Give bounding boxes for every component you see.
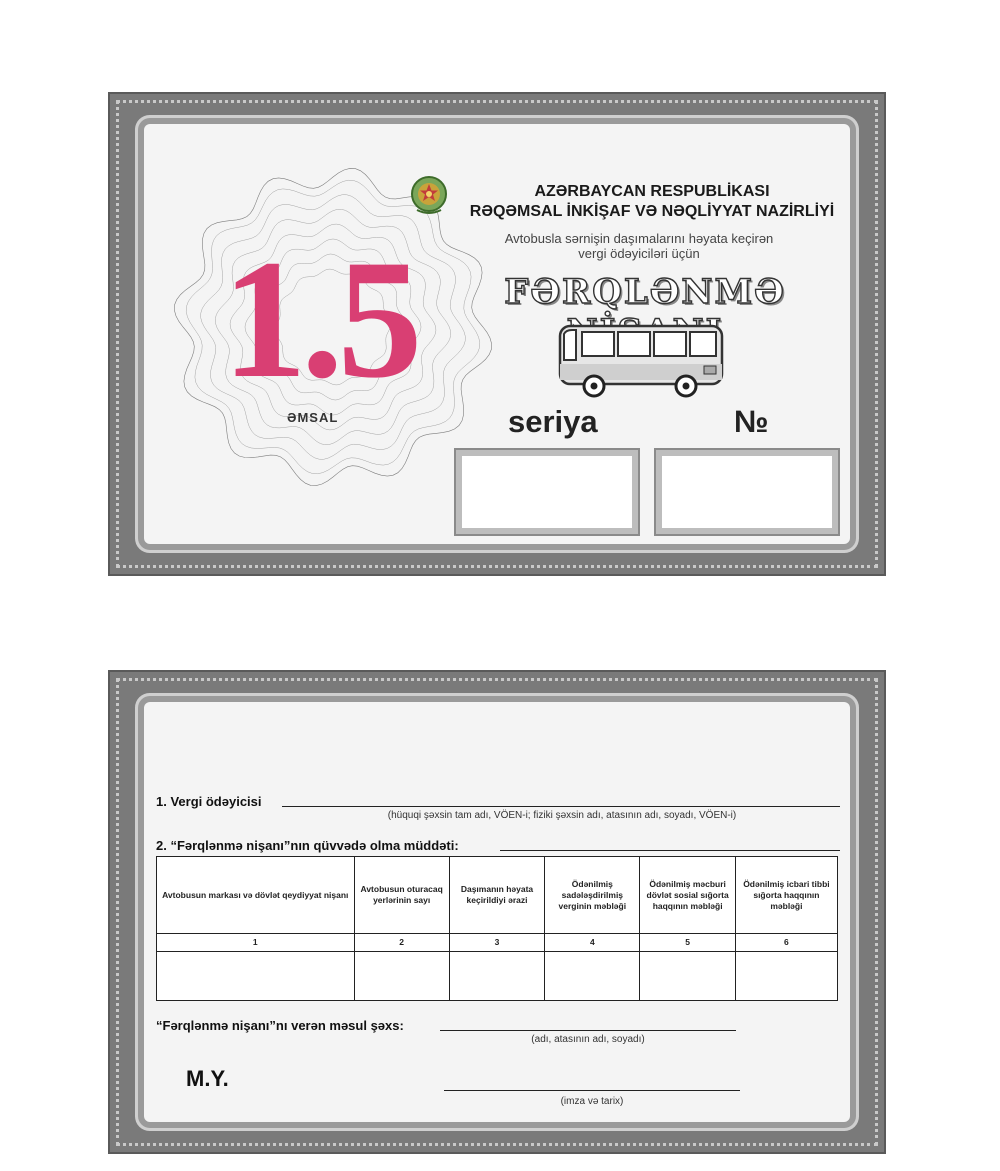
table-header: Ödənilmiş icbari tibbi sığorta haqqının məbləği xyxy=(735,857,837,934)
badge-front-card xyxy=(108,92,886,576)
table-row xyxy=(157,952,838,1001)
subtitle-line-2: vergi ödəyiciləri üçün xyxy=(578,246,700,261)
table-header-row xyxy=(157,857,838,934)
taxpayer-label: 1. Vergi ödəyicisi xyxy=(156,794,262,809)
column-number: 6 xyxy=(735,934,837,952)
ministry-name: RƏQƏMSAL İNKİŞAF VƏ NƏQLİYYAT NAZİRLİYİ xyxy=(469,203,835,220)
number-label: № xyxy=(734,404,769,439)
badge-subtitle xyxy=(474,231,804,261)
issuer-label: “Fərqlənmə nişanı”nı verən məsul şəxs: xyxy=(156,1018,404,1033)
seal-label: M.Y. xyxy=(186,1066,229,1091)
table-cell[interactable] xyxy=(545,952,640,1001)
validity-field[interactable] xyxy=(500,850,840,851)
issuer-hint: (adı, atasının adı, soyadı) xyxy=(531,1034,645,1045)
badge-title: FƏRQLƏNMƏ xyxy=(504,272,786,312)
column-number: 2 xyxy=(354,934,449,952)
table-cell[interactable] xyxy=(735,952,837,1001)
subtitle-line-1: Avtobusla sərnişin daşımalarını həyata keçirən xyxy=(504,231,774,246)
table-header: Daşımanın həyata keçirildiyi ərazi xyxy=(449,857,544,934)
signature-hint: (imza və tarix) xyxy=(560,1096,624,1107)
table-cell[interactable] xyxy=(449,952,544,1001)
table-header: Ödənilmiş məcburi dövlət sosial sığorta haqqının məbləği xyxy=(640,857,735,934)
table-cell[interactable] xyxy=(354,952,449,1001)
signature-field[interactable] xyxy=(444,1090,740,1091)
back-panel xyxy=(144,702,850,1122)
state-emblem-icon xyxy=(409,172,449,218)
column-number: 1 xyxy=(157,934,355,952)
validity-label: 2. “Fərqlənmə nişanı”nın qüvvədə olma müddəti: xyxy=(156,838,459,853)
table-cell[interactable] xyxy=(640,952,735,1001)
table-header: Avtobusun markası və dövlət qeydiyyat nişanı xyxy=(157,857,355,934)
vehicle-table xyxy=(156,856,838,1001)
issuer-field[interactable] xyxy=(440,1030,736,1031)
taxpayer-hint: (hüquqi şəxsin tam adı, VÖEN-i; fiziki şəxsin adı, atasının adı, soyadı, VÖEN-i) xyxy=(387,810,737,821)
column-number: 4 xyxy=(545,934,640,952)
coefficient-value: 1.5 xyxy=(222,225,417,413)
republic-name: AZƏRBAYCAN RESPUBLİKASI xyxy=(534,183,770,200)
number-field[interactable] xyxy=(656,450,838,534)
badge-back-card xyxy=(108,670,886,1154)
taxpayer-field[interactable] xyxy=(282,806,840,807)
table-cell[interactable] xyxy=(157,952,355,1001)
table-number-row xyxy=(157,934,838,952)
coefficient-caption: ƏMSAL xyxy=(287,410,339,425)
bus-icon xyxy=(554,320,726,404)
table-header: Avtobusun oturacaq yerlərinin sayı xyxy=(354,857,449,934)
seriya-label: seriya xyxy=(508,404,598,439)
column-number: 5 xyxy=(640,934,735,952)
front-panel xyxy=(144,124,850,544)
ministry-header xyxy=(462,182,842,222)
table-header: Ödənilmiş sadələşdirilmiş verginin məbləği xyxy=(545,857,640,934)
seriya-field[interactable] xyxy=(456,450,638,534)
column-number: 3 xyxy=(449,934,544,952)
